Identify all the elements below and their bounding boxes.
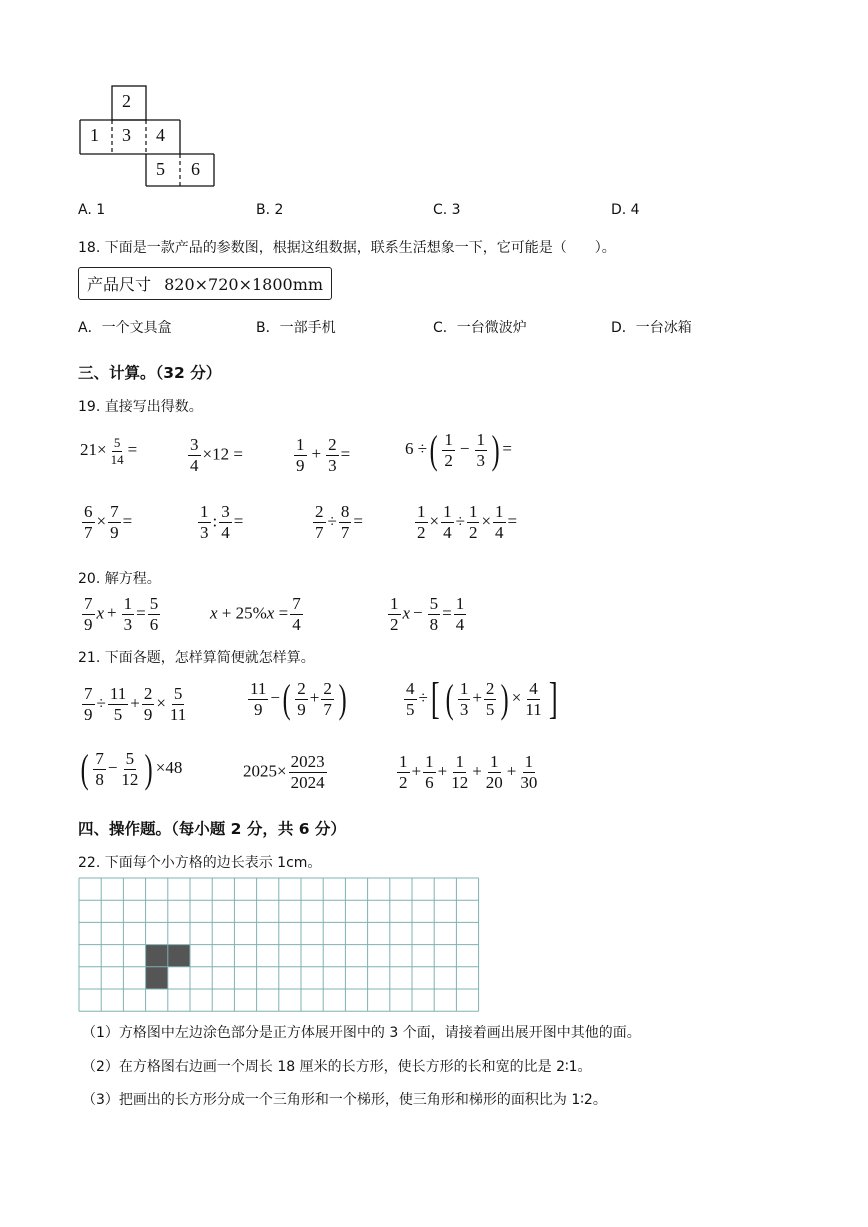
q19-expr-3: $\frac{1}{9}$ + $\frac{2}{3}$ = <box>296 435 351 475</box>
square-grid[interactable] <box>78 877 482 1013</box>
q19-expr-4: 6 ÷( $\frac{1}{2}$ − $\frac{1}{3}$ ) = <box>405 427 512 472</box>
q22-sub3: （3）把画出的长方形分成一个三角形和一个梯形，使三角形和梯形的面积比为 1∶2。 <box>82 1092 607 1108</box>
net-cell-2: 2 <box>122 91 131 111</box>
q19-expr-8: $\frac{1}{2}$ × $\frac{1}{4}$ ÷ $\frac{1}{2}$ × $\frac{1}{4}$ = <box>417 502 518 542</box>
net-cell-6: 6 <box>191 159 200 179</box>
q21-expr-5: 2025× $\frac{2023}{2024}$ <box>243 752 325 792</box>
shaded-cell <box>146 945 168 967</box>
net-cell-4: 4 <box>156 125 165 145</box>
q21-expr-3: $\frac{4}{5}$ ÷[ ( $\frac{1}{3}$ + $\frac{2}{5}$ ) × $\frac{4}{11}$ ] <box>406 674 558 723</box>
q20-eq-3: $\frac{1}{2}$ x − $\frac{5}{8}$ = $\frac{1}{4}$ <box>390 594 465 634</box>
q21-expr-1: $\frac{7}{9}$ ÷ $\frac{11}{5}$ + $\frac{2}{9}$ × $\frac{5}{11}$ <box>84 684 187 724</box>
q21-expr-4: ( $\frac{7}{8}$ − $\frac{5}{12}$ ) ×48 <box>80 746 183 791</box>
spec-value: 820×720×1800mm <box>164 275 324 294</box>
q19-expr-2: $\frac{3}{4}$ ×12 = <box>190 435 243 475</box>
q18-option-a[interactable]: A．一个文具盒 <box>78 320 172 336</box>
net-cell-1: 1 <box>90 125 99 145</box>
net-cell-3: 3 <box>122 125 131 145</box>
q21-stem: 21. 下面各题，怎样算简便就怎样算。 <box>78 650 315 666</box>
q18-option-d[interactable]: D．一台冰箱 <box>611 320 692 336</box>
q20-eq-1: $\frac{7}{9}$ x + $\frac{1}{3}$ = $\frac{5}{6}$ <box>84 594 159 634</box>
q18-option-b[interactable]: B．一部手机 <box>256 320 336 336</box>
spec-label: 产品尺寸 <box>87 275 152 294</box>
q17-option-c[interactable]: C. 3 <box>433 202 461 218</box>
section3-heading: 三、计算。（32 分） <box>78 364 222 382</box>
q21-expr-2: $\frac{11}{9}$ −( $\frac{2}{9}$ + $\frac{2}{7}$ ) <box>250 676 347 721</box>
q17-option-a[interactable]: A. 1 <box>78 202 106 218</box>
spec-box <box>78 267 332 300</box>
q19-expr-1: 21× $\frac{5}{14}$ = <box>80 435 138 467</box>
shaded-cell <box>168 945 190 967</box>
net-cell-5: 5 <box>156 159 165 179</box>
q19-expr-6: $\frac{1}{3}$ : $\frac{3}{4}$ = <box>200 502 244 542</box>
q22-sub1: （1）方格图中左边涂色部分是正方体展开图中的 3 个面，请接着画出展开图中其他的面。 <box>82 1025 641 1041</box>
q20-eq-2: x + 25%x = $\frac{7}{4}$ <box>210 594 301 634</box>
q22-sub2: （2）在方格图右边画一个周长 18 厘米的长方形，使长方形的长和宽的比是 2∶1。 <box>82 1059 592 1075</box>
q19-expr-7: $\frac{2}{7}$ ÷ $\frac{8}{7}$ = <box>315 502 363 542</box>
q17-option-b[interactable]: B. 2 <box>256 202 284 218</box>
q19-stem: 19. 直接写出得数。 <box>78 399 203 415</box>
q17-option-d[interactable]: D. 4 <box>611 202 640 218</box>
q18-stem: 18. 下面是一款产品的参数图，根据这组数据，联系生活想象一下，它可能是（ ）。 <box>78 240 616 256</box>
q20-stem: 20. 解方程。 <box>78 571 161 587</box>
q22-stem: 22. 下面每个小方格的边长表示 1cm。 <box>78 855 322 871</box>
q18-option-c[interactable]: C．一台微波炉 <box>433 320 527 336</box>
q21-expr-6: $\frac{1}{2}$ + $\frac{1}{6}$ + $\frac{1}{12}$ + $\frac{1}{20}$ + $\frac{1}{30}$ <box>399 752 538 792</box>
section4-heading: 四、操作题。（每小题 2 分，共 6 分） <box>78 820 346 838</box>
shaded-cell <box>146 967 168 989</box>
q19-expr-5: $\frac{6}{7}$ × $\frac{7}{9}$ = <box>84 502 133 542</box>
